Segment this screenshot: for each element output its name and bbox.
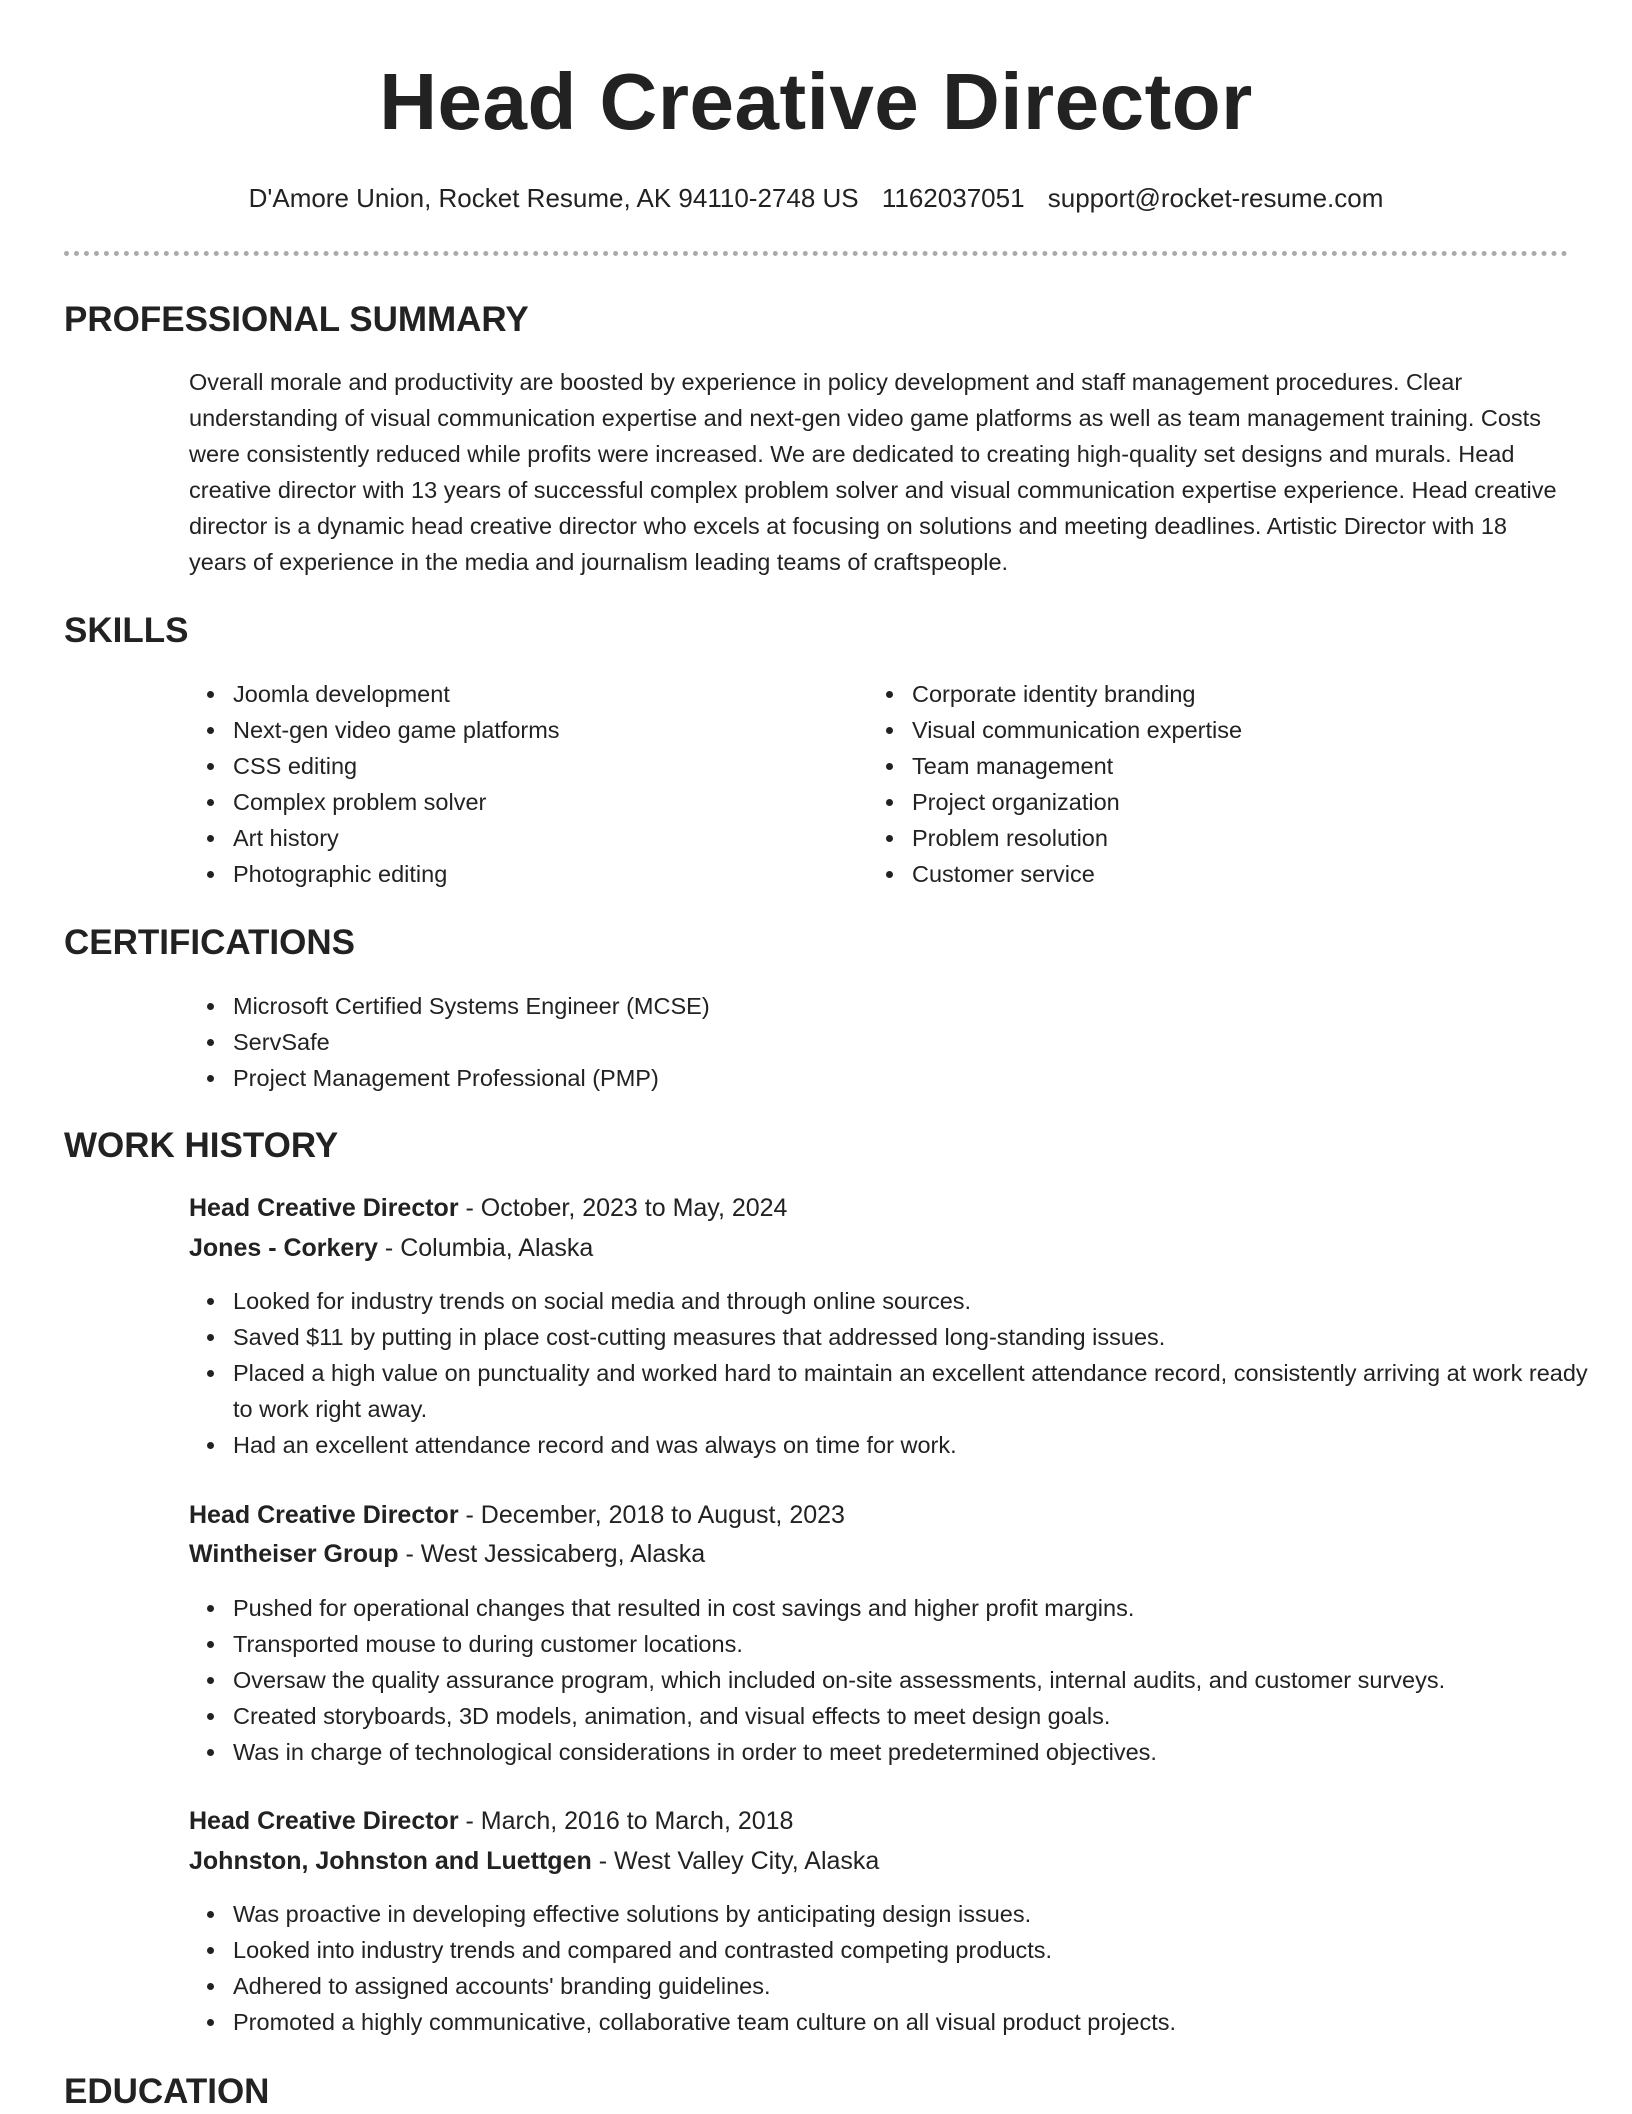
contact-line: [0, 178, 1632, 218]
certifications-list: [189, 988, 1533, 1096]
job-bullet: Promoted a highly communicative, collaborative team culture on all visual product projects.: [233, 2004, 1613, 2040]
job-dates: December, 2018 to August, 2023: [480, 1501, 845, 1529]
job-title: Head Creative Director: [189, 1501, 459, 1529]
job-bullet: Looked for industry trends on social media and through online sources.: [233, 1283, 1613, 1319]
skill-item: Team management: [912, 748, 1562, 784]
contact-address: D'Amore Union, Rocket Resume, AK 94110-2748 US: [248, 183, 859, 213]
job-dates: October, 2023 to May, 2024: [480, 1194, 788, 1222]
job-title-line: Head Creative Director - December, 2018 to August, 2023: [189, 1501, 845, 1529]
skill-item: Photographic editing: [233, 856, 833, 892]
certification-item: ServSafe: [233, 1024, 1533, 1060]
skill-item: Visual communication expertise: [912, 712, 1562, 748]
skills-list-left: [189, 676, 833, 892]
skills-heading: SKILLS: [64, 611, 189, 650]
job-company-line: Wintheiser Group - West Jessicaberg, Alaska: [189, 1540, 706, 1568]
skill-item: Next-gen video game platforms: [233, 712, 833, 748]
work-history-heading: WORK HISTORY: [64, 1126, 339, 1165]
job-bullets: [189, 1283, 1613, 1463]
job-bullet: Transported mouse to during customer locations.: [233, 1626, 1613, 1662]
job-title-line: Head Creative Director - October, 2023 to May, 2024: [189, 1194, 788, 1222]
job-bullet: Adhered to assigned accounts' branding guidelines.: [233, 1968, 1613, 2004]
skill-item: Problem resolution: [912, 820, 1562, 856]
job-bullet: Saved $11 by putting in place cost-cutting measures that addressed long-standing issues.: [233, 1319, 1613, 1355]
certification-item: Project Management Professional (PMP): [233, 1060, 1533, 1096]
certifications-heading: CERTIFICATIONS: [64, 923, 356, 962]
skill-item: CSS editing: [233, 748, 833, 784]
job-company: Johnston, Johnston and Luettgen: [189, 1847, 592, 1875]
skill-item: Art history: [233, 820, 833, 856]
resume-name-title: Head Creative Director: [379, 57, 1253, 146]
summary-text: Overall morale and productivity are boosted by experience in policy development and staff management procedures. Clear understanding of visual communication expertise and next-gen video game platforms as well as team management training. Costs were consistently reduced while profits were increased. We are dedicated to creating high-quality set designs and murals. Head creative director with 13 years of successful complex problem solver and visual communication expertise experience. Head creative director is a dynamic head creative director who excels at focusing on solutions and meeting deadlines. Artistic Director with 18 years of experience in the media and journalism leading teams of craftspeople.: [189, 369, 1557, 575]
job-bullet: Oversaw the quality assurance program, which included on-site assessments, internal audits, and customer surveys.: [233, 1662, 1613, 1698]
job-bullet: Had an excellent attendance record and was always on time for work.: [233, 1427, 1613, 1463]
job-bullet: Created storyboards, 3D models, animation, and visual effects to meet design goals.: [233, 1698, 1613, 1734]
job-company: Wintheiser Group: [189, 1540, 399, 1568]
job-bullet: Was in charge of technological considerations in order to meet predetermined objectives.: [233, 1734, 1613, 1770]
job-bullet: Pushed for operational changes that resulted in cost savings and higher profit margins.: [233, 1590, 1613, 1626]
job-bullet: Placed a high value on punctuality and worked hard to maintain an excellent attendance record, consistently arriving at work ready to work right away.: [233, 1355, 1613, 1427]
job-location: West Jessicaberg, Alaska: [420, 1540, 706, 1568]
skill-item: Customer service: [912, 856, 1562, 892]
job-bullets: [189, 1590, 1613, 1770]
job-location: Columbia, Alaska: [400, 1234, 594, 1262]
job-location: West Valley City, Alaska: [613, 1847, 880, 1875]
summary-heading: PROFESSIONAL SUMMARY: [64, 300, 529, 339]
job-bullet: Looked into industry trends and compared and contrasted competing products.: [233, 1932, 1613, 1968]
contact-phone: 1162037051: [881, 183, 1025, 213]
job-dates: March, 2016 to March, 2018: [480, 1807, 794, 1835]
job-company-line: Johnston, Johnston and Luettgen - West Valley City, Alaska: [189, 1847, 880, 1875]
job-company-line: Jones - Corkery - Columbia, Alaska: [189, 1234, 594, 1262]
skill-item: Corporate identity branding: [912, 676, 1562, 712]
job-bullet: Was proactive in developing effective solutions by anticipating design issues.: [233, 1896, 1613, 1932]
job-title-line: Head Creative Director - March, 2016 to March, 2018: [189, 1807, 794, 1835]
header-divider: [64, 251, 1568, 256]
contact-email: support@rocket-resume.com: [1047, 183, 1384, 213]
job-company: Jones - Corkery: [189, 1234, 378, 1262]
certification-item: Microsoft Certified Systems Engineer (MCSE): [233, 988, 1533, 1024]
education-heading: EDUCATION: [64, 2072, 270, 2111]
job-title: Head Creative Director: [189, 1807, 459, 1835]
job-bullets: [189, 1896, 1613, 2040]
skill-item: Project organization: [912, 784, 1562, 820]
skill-item: Complex problem solver: [233, 784, 833, 820]
skills-list-right: [868, 676, 1562, 892]
skill-item: Joomla development: [233, 676, 833, 712]
job-title: Head Creative Director: [189, 1194, 459, 1222]
